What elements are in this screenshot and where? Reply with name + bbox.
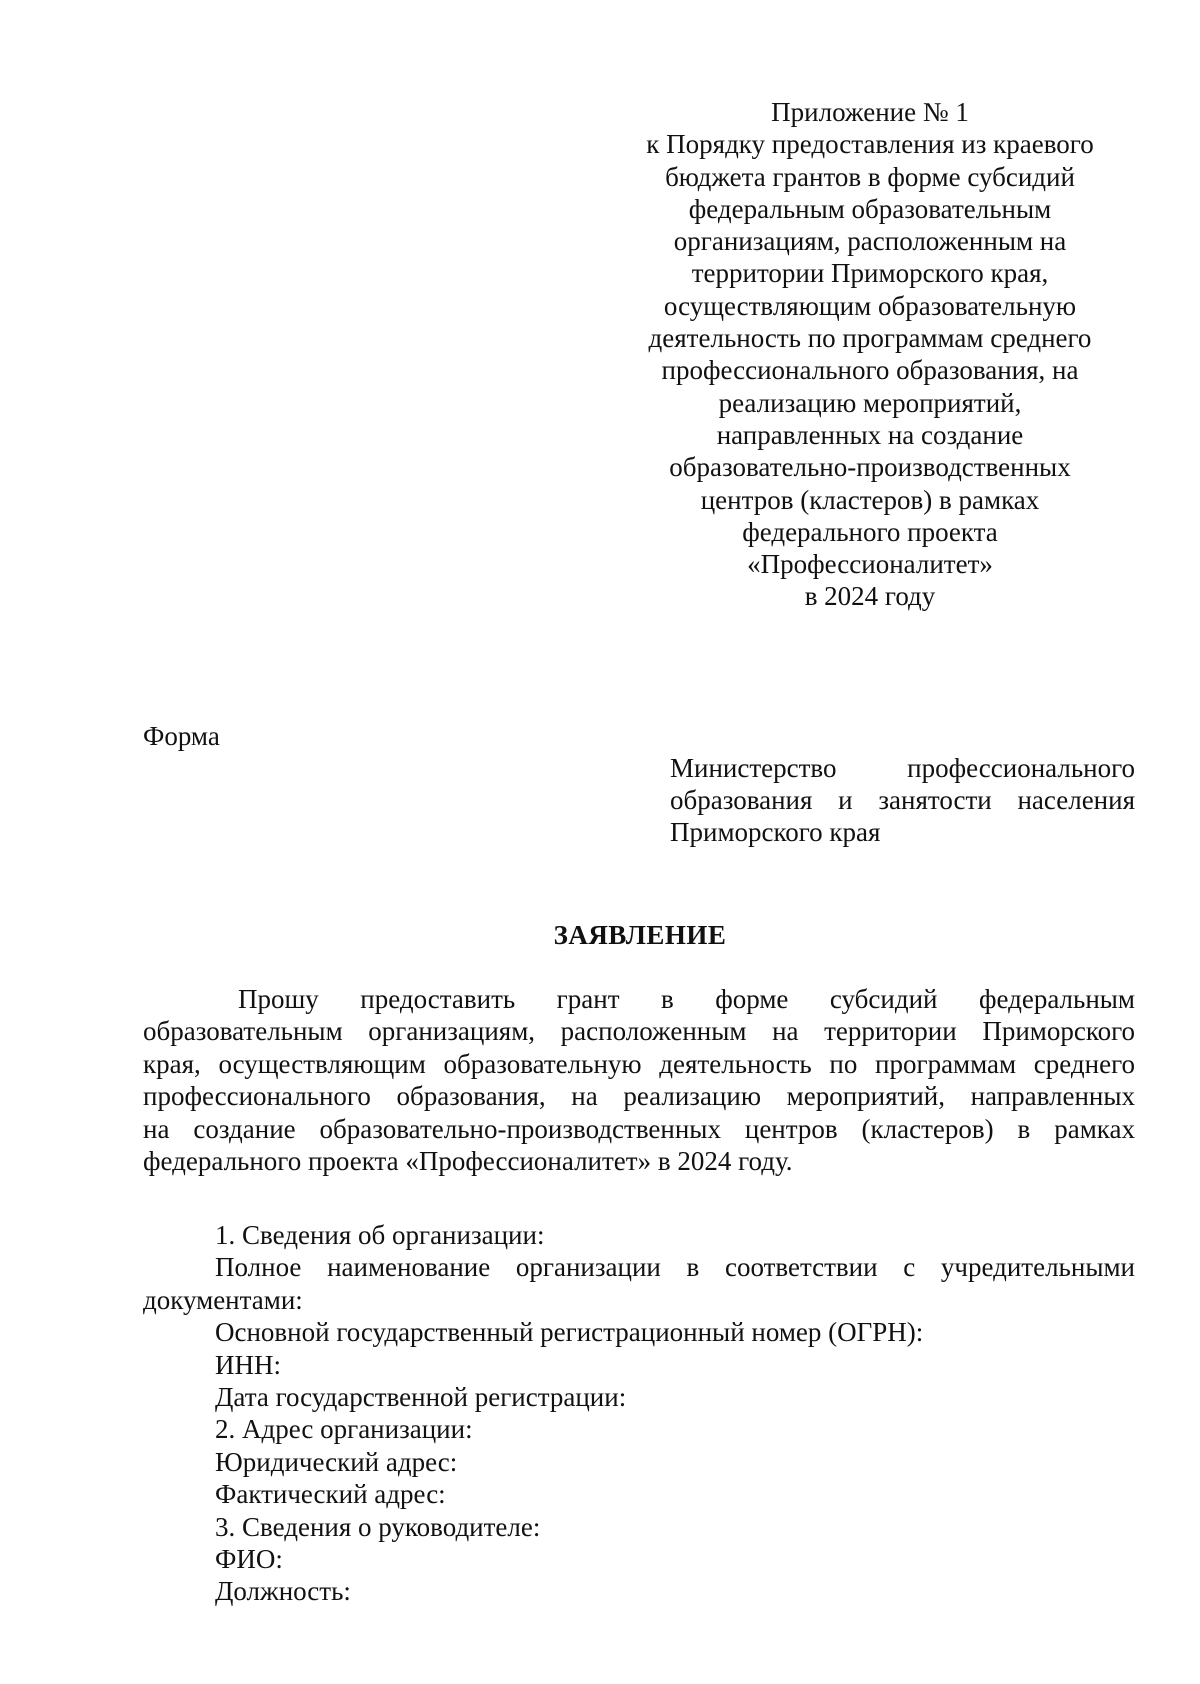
addressee-line: Приморского края bbox=[670, 817, 881, 847]
inn-label: ИНН: bbox=[215, 1349, 281, 1380]
request-paragraph bbox=[143, 983, 1135, 1177]
position-label: Должность: bbox=[215, 1576, 351, 1607]
appendix-line: образовательно-производственных bbox=[669, 452, 1071, 483]
request-line: федерального проекта «Профессионалитет» в 2024 году. bbox=[143, 1146, 793, 1177]
legal-address-label: Юридический адрес: bbox=[215, 1446, 458, 1477]
appendix-line: в 2024 году bbox=[804, 581, 936, 612]
ogrn-label: Основной государственный регистрационный номер (ОГРН): bbox=[215, 1317, 924, 1348]
addressee-line: образования и занятости населения bbox=[670, 785, 1135, 815]
actual-address-label: Фактический адрес: bbox=[215, 1479, 446, 1510]
document-title: ЗАЯВЛЕНИЕ bbox=[553, 920, 727, 950]
appendix-line: деятельность по программам среднего bbox=[648, 323, 1092, 354]
appendix-line: бюджета грантов в форме субсидий bbox=[665, 161, 1075, 192]
request-line: образовательным организациям, расположенным на территории Приморского bbox=[143, 1016, 1135, 1047]
appendix-line: к Порядку предоставления из краевого bbox=[646, 129, 1094, 160]
appendix-header bbox=[610, 96, 1130, 613]
appendix-line: осуществляющим образовательную bbox=[663, 290, 1077, 321]
appendix-line: Приложение № 1 bbox=[771, 97, 969, 127]
appendix-line: «Профессионалитет» bbox=[747, 549, 993, 580]
addressee-line: Министерство профессионального bbox=[670, 753, 1135, 783]
appendix-line: реализацию мероприятий, bbox=[718, 387, 1022, 418]
appendix-line: федеральным образовательным bbox=[688, 193, 1052, 224]
addressee-block bbox=[670, 752, 1135, 848]
appendix-line: профессионального образования, на bbox=[661, 355, 1079, 386]
section-organization-heading: 1. Сведения об организации: bbox=[215, 1220, 545, 1250]
full-name-label: Полное наименование организации в соответствии с учредительными bbox=[215, 1252, 1135, 1283]
request-line: края, осуществляющим образовательную деятельность по программам среднего bbox=[143, 1048, 1135, 1079]
appendix-line: федерального проекта bbox=[742, 516, 998, 547]
appendix-line: территории Приморского края, bbox=[691, 258, 1049, 289]
appendix-line: организациям, расположенным на bbox=[673, 226, 1067, 257]
request-line: на создание образовательно-производственных центров (кластеров) в рамках bbox=[143, 1113, 1135, 1144]
registration-date-label: Дата государственной регистрации: bbox=[215, 1382, 627, 1413]
appendix-line: центров (кластеров) в рамках bbox=[700, 484, 1040, 515]
application-fields bbox=[143, 1219, 1135, 1608]
form-label: Форма bbox=[143, 721, 220, 751]
request-line: профессионального образования, на реализацию мероприятий, направленных bbox=[143, 1081, 1135, 1112]
fio-label: ФИО: bbox=[215, 1544, 283, 1575]
section-head-heading: 3. Сведения о руководителе: bbox=[215, 1511, 541, 1542]
appendix-line: направленных на создание bbox=[716, 419, 1024, 450]
full-name-label-continued: документами: bbox=[143, 1284, 303, 1315]
request-line: Прошу предоставить грант в форме субсидий федеральным bbox=[238, 984, 1135, 1014]
section-address-heading: 2. Адрес организации: bbox=[215, 1414, 473, 1445]
